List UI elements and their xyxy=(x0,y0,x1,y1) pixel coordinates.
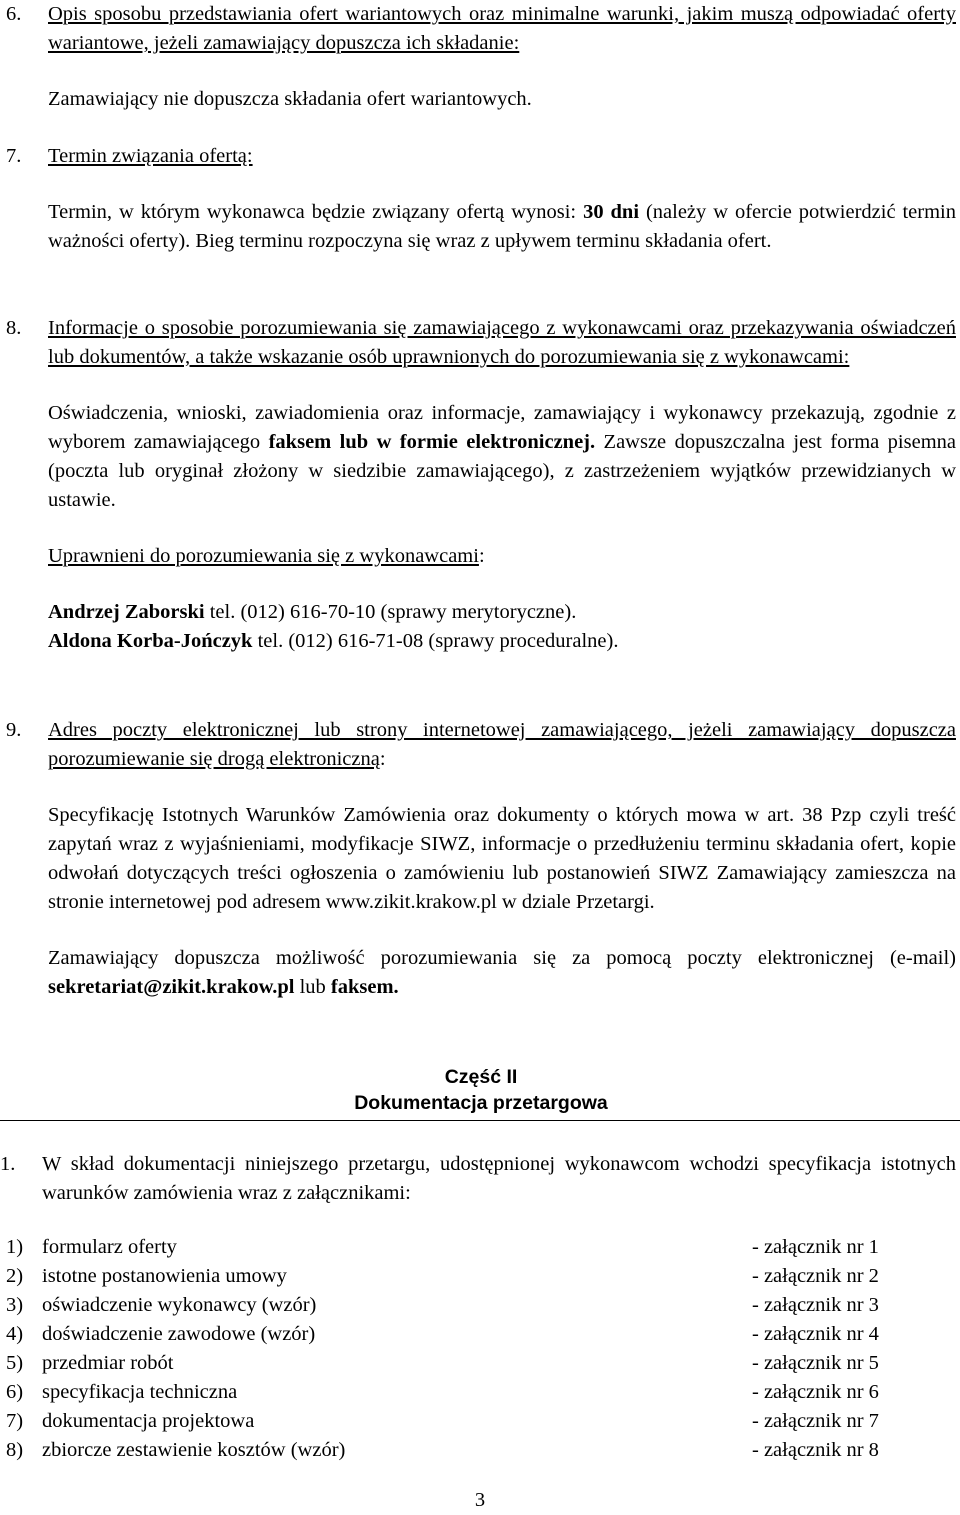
attachment-item xyxy=(6,1291,956,1320)
attachment-reference: - załącznik nr 2 xyxy=(752,1265,879,1287)
section-9-p2-text-b: lub xyxy=(294,976,331,998)
section-7-heading-row xyxy=(6,142,956,171)
attachment-reference: - załącznik nr 8 xyxy=(752,1439,879,1461)
section-8-authorized-colon: : xyxy=(478,545,485,567)
section-7-heading: Termin związania ofertą: xyxy=(48,145,253,167)
attachment-item xyxy=(6,1349,956,1378)
section-9-heading-colon: : xyxy=(379,748,386,770)
part-2-heading xyxy=(6,1064,956,1116)
part-2-section-1 xyxy=(0,1150,956,1208)
contact-1-name: Andrzej Zaborski xyxy=(48,601,205,623)
attachment-reference: - załącznik nr 4 xyxy=(752,1323,879,1345)
section-7-days: 30 dni xyxy=(583,201,640,223)
section-7-body-text-b: (należy w ofercie potwierdzić termin ważności oferty). Bieg terminu rozpoczyna się wraz z upływem terminu składania ofert. xyxy=(48,201,956,252)
contact-2-details: tel. (012) 616-71-08 (sprawy proceduralne). xyxy=(252,630,619,652)
attachment-title: dokumentacja projektowa xyxy=(42,1410,255,1432)
attachment-number: 1) xyxy=(6,1236,24,1258)
attachment-item xyxy=(6,1233,956,1262)
section-9-fax: faksem. xyxy=(330,976,399,998)
attachment-number: 2) xyxy=(6,1265,24,1287)
section-8-number: 8. xyxy=(6,317,22,339)
attachment-title: formularz oferty xyxy=(42,1236,177,1258)
section-6 xyxy=(6,0,956,114)
section-7 xyxy=(6,142,956,256)
page-number: 3 xyxy=(474,1489,486,1511)
attachment-item xyxy=(6,1378,956,1407)
attachment-number: 6) xyxy=(6,1381,24,1403)
attachment-title: specyfikacja techniczna xyxy=(42,1381,238,1403)
contact-2-name: Aldona Korba-Jończyk xyxy=(48,630,253,652)
section-7-body xyxy=(6,198,956,256)
attachment-item xyxy=(6,1436,956,1465)
section-9-paragraph-1 xyxy=(6,801,956,917)
section-6-heading: Opis sposobu przedstawiania ofert wariantowych oraz minimalne warunki, jakim muszą odpowiadać oferty wariantowe, jeżeli zamawiający dopuszcza ich składanie: xyxy=(48,3,956,54)
section-7-body-text-a: Termin, w którym wykonawca będzie związany ofertą wynosi: xyxy=(48,201,584,223)
attachment-title: istotne postanowienia umowy xyxy=(42,1265,287,1287)
part-2-section-1-number: 1. xyxy=(0,1153,16,1175)
attachment-title: doświadczenie zawodowe (wzór) xyxy=(42,1323,316,1345)
section-8-contact-1 xyxy=(6,598,956,627)
attachments-list xyxy=(6,1233,956,1465)
attachment-item xyxy=(6,1262,956,1291)
attachment-number: 3) xyxy=(6,1294,24,1316)
section-9-paragraph-2 xyxy=(6,944,956,1002)
part-2-section-1-row xyxy=(0,1150,956,1208)
attachment-title: oświadczenie wykonawcy (wzór) xyxy=(42,1294,317,1316)
section-9-email: sekretariat@zikit.krakow.pl xyxy=(48,976,295,998)
attachment-reference: - załącznik nr 3 xyxy=(752,1294,879,1316)
section-8-contact-2 xyxy=(6,627,956,656)
part-2-divider xyxy=(0,1120,960,1121)
attachment-reference: - załącznik nr 5 xyxy=(752,1352,879,1374)
attachment-number: 4) xyxy=(6,1323,24,1345)
section-6-heading-row xyxy=(6,0,956,58)
section-8 xyxy=(6,314,956,656)
attachment-title: zbiorcze zestawienie kosztów (wzór) xyxy=(42,1439,346,1461)
section-9 xyxy=(6,716,956,1002)
attachment-item xyxy=(6,1320,956,1349)
section-9-p2-text-a: Zamawiający dopuszcza możliwość porozumiewania się za pomocą poczty elektronicznej (e-mail) xyxy=(48,947,956,969)
attachment-title: przedmiar robót xyxy=(42,1352,174,1374)
attachment-number: 5) xyxy=(6,1352,24,1374)
section-6-body: Zamawiający nie dopuszcza składania ofert wariantowych. xyxy=(48,88,532,110)
section-8-paragraph-1 xyxy=(6,399,956,515)
section-7-number: 7. xyxy=(6,145,22,167)
section-8-p1-bold: faksem lub w formie elektronicznej. xyxy=(268,431,596,453)
section-9-heading-row xyxy=(6,716,956,774)
part-2-title: Część II xyxy=(444,1066,518,1088)
section-9-heading: Adres poczty elektronicznej lub strony internetowej zamawiającego, jeżeli zamawiający dopuszcza porozumiewanie się drogą elektroniczną xyxy=(48,719,956,770)
part-2-subtitle: Dokumentacja przetargowa xyxy=(354,1092,608,1114)
section-8-heading: Informacje o sposobie porozumiewania się zamawiającego z wykonawcami oraz przekazywania oświadczeń lub dokumentów, a także wskazanie osób uprawnionych do porozumiewania się z wykonawcami: xyxy=(48,317,956,368)
attachment-item xyxy=(6,1407,956,1436)
attachment-reference: - załącznik nr 1 xyxy=(752,1236,879,1258)
section-8-authorized-label: Uprawnieni do porozumiewania się z wykonawcami xyxy=(48,545,479,567)
section-8-p1-text-a: Oświadczenia, wnioski, zawiadomienia oraz informacje, zamawiający i wykonawcy przekazują, zgodnie z wyborem zamawiającego xyxy=(48,402,956,453)
section-9-number: 9. xyxy=(6,719,22,741)
section-6-number: 6. xyxy=(6,3,22,25)
section-8-authorized-row xyxy=(6,542,956,571)
part-2-section-1-text: W skład dokumentacji niniejszego przetargu, udostępnionej wykonawcom wchodzi specyfikacja istotnych warunków zamówienia wraz z załącznikami: xyxy=(42,1153,956,1204)
contact-1-details: tel. (012) 616-70-10 (sprawy merytoryczne). xyxy=(204,601,577,623)
attachment-number: 8) xyxy=(6,1439,24,1461)
section-9-p1: Specyfikację Istotnych Warunków Zamówienia oraz dokumenty o których mowa w art. 38 Pzp czyli treść zapytań wraz z wyjaśnieniami, modyfikacje SIWZ, informacje o przedłużeniu terminu składania ofert, kopie odwołań dotyczących treści ogłoszenia o zamówieniu lub postanowień SIWZ Zamawiający zamieszcza na stronie internetowej pod adresem www.zikit.krakow.pl w dziale Przetargi. xyxy=(48,804,956,913)
section-6-body-row xyxy=(6,85,956,114)
attachment-reference: - załącznik nr 7 xyxy=(752,1410,879,1432)
attachment-number: 7) xyxy=(6,1410,24,1432)
section-8-p1-text-b: Zawsze dopuszczalna jest forma pisemna (poczta lub oryginał złożony w siedzibie zamawiającego), z zastrzeżeniem wyjątków przewidzianych w ustawie. xyxy=(48,431,956,511)
section-8-heading-row xyxy=(6,314,956,372)
attachment-reference: - załącznik nr 6 xyxy=(752,1381,879,1403)
